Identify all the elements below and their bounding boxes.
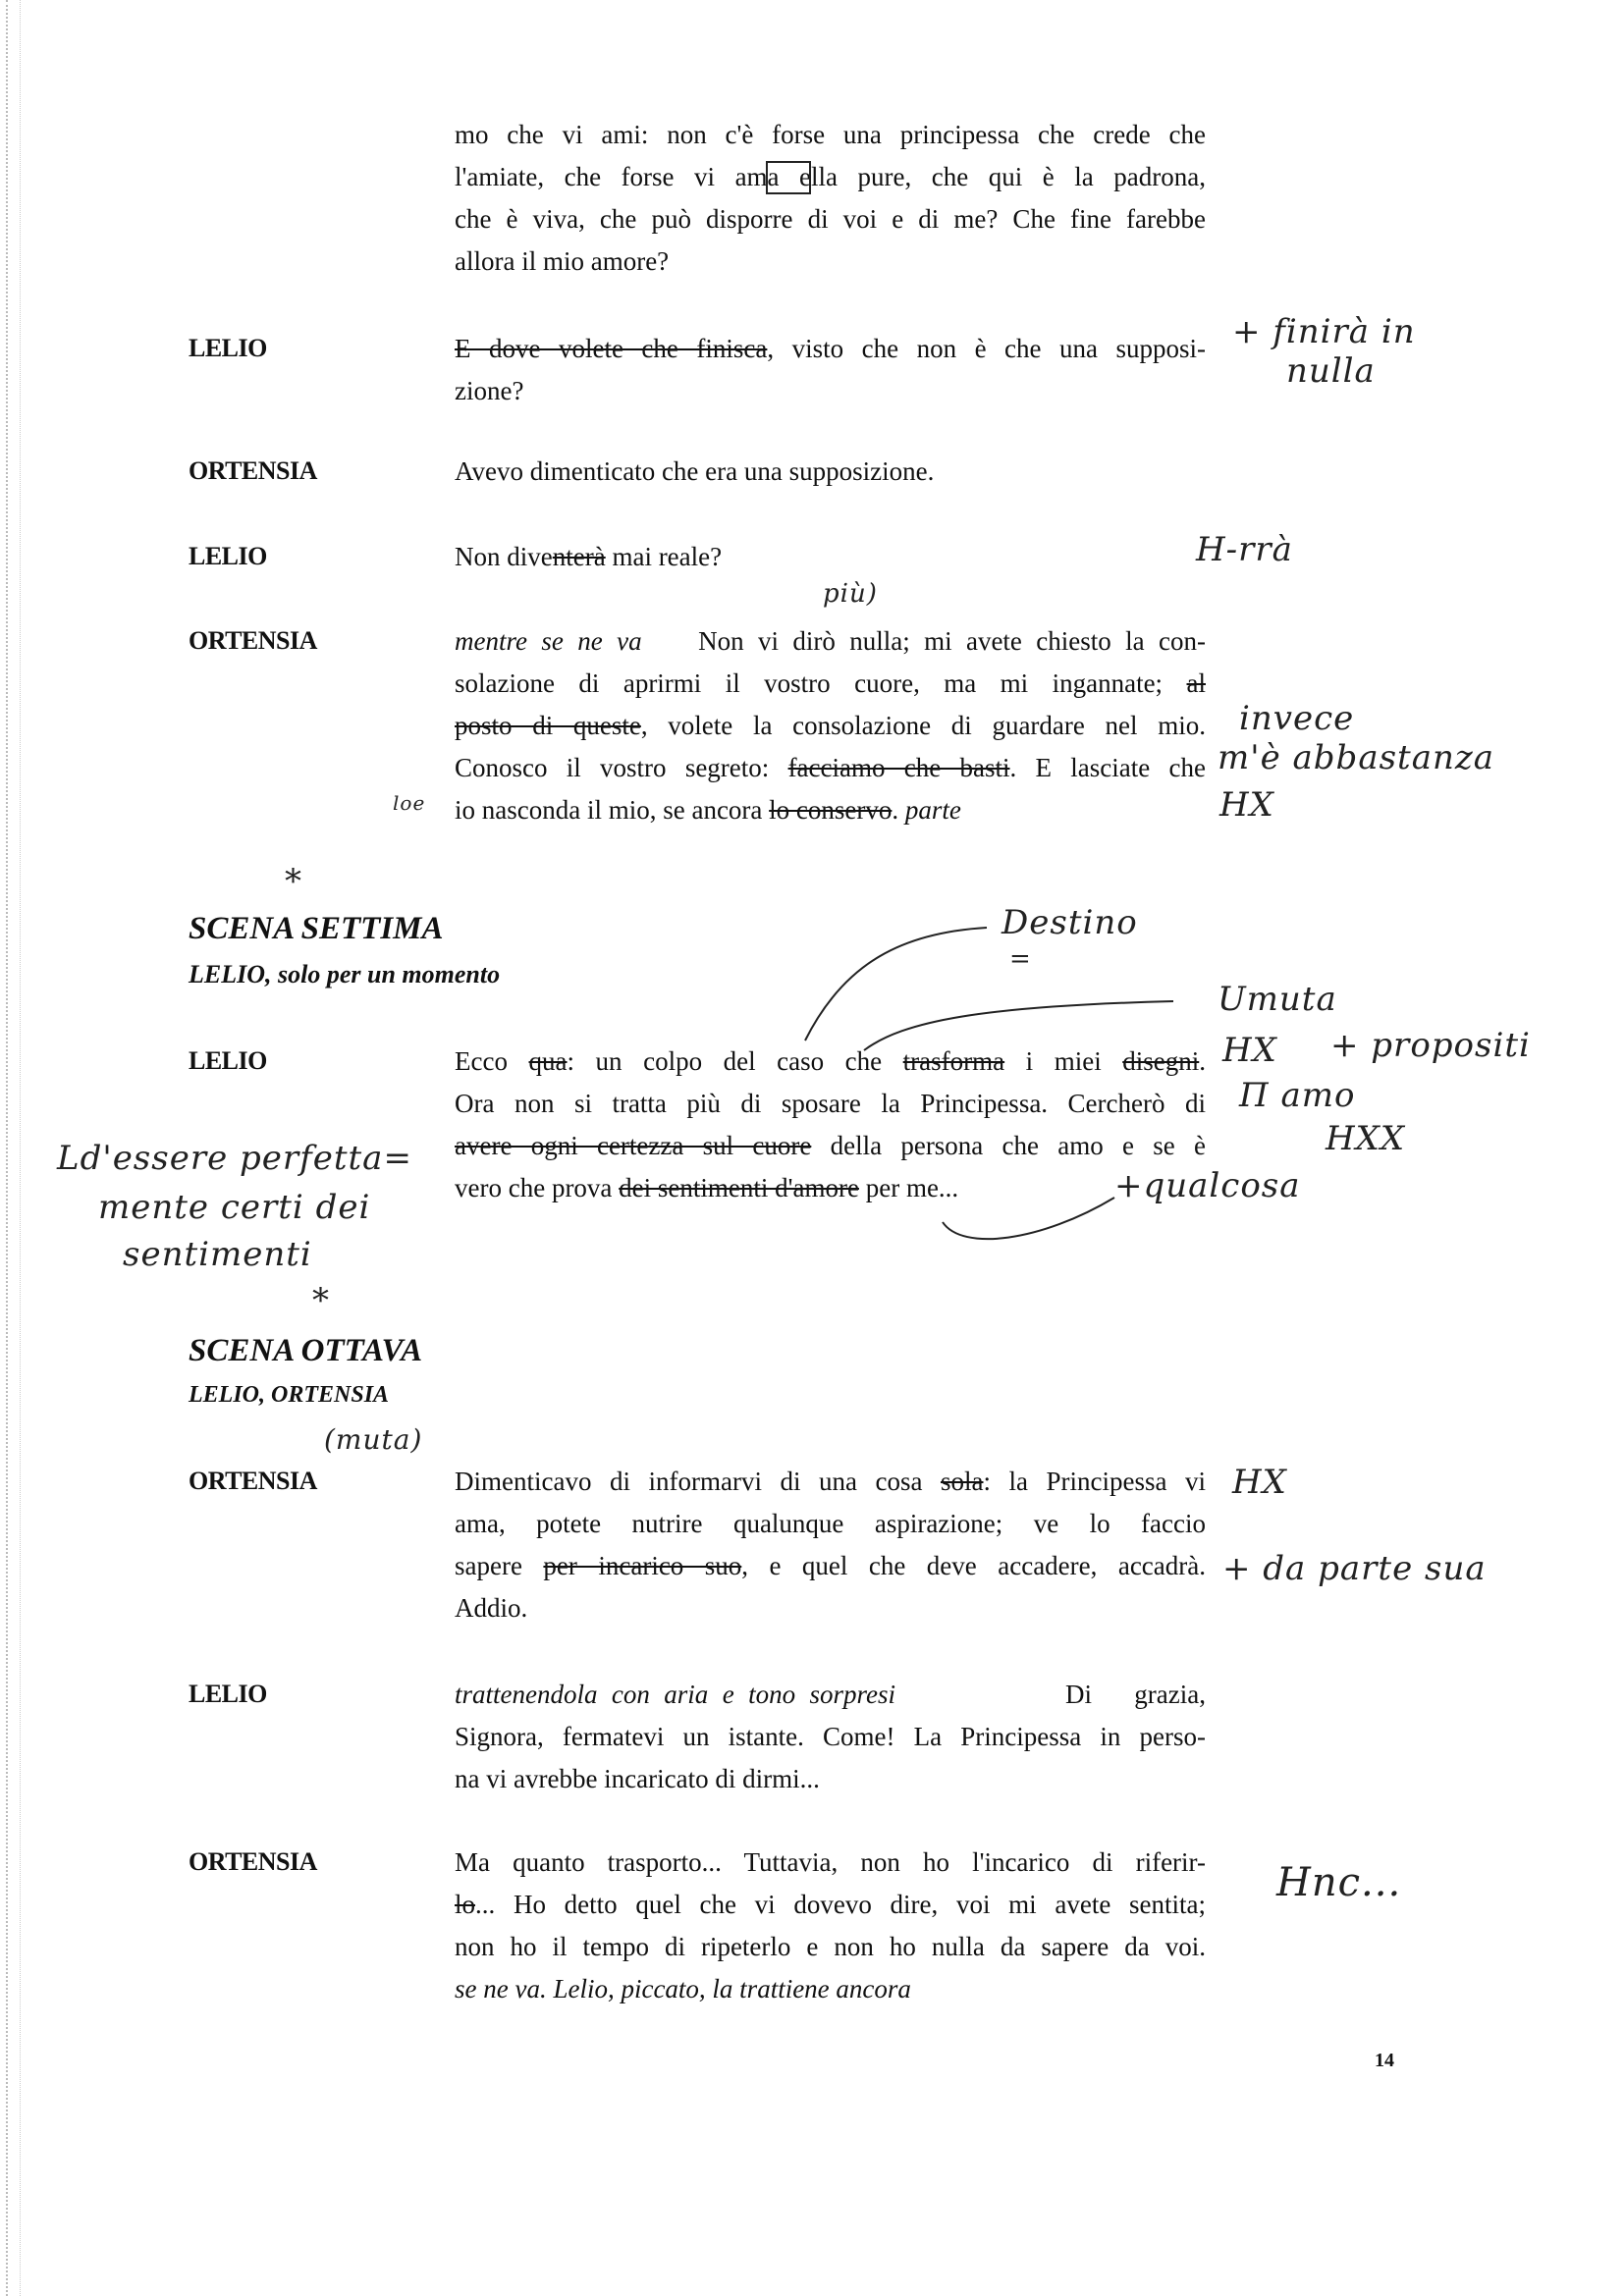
annotation-left-2: mente certi dei xyxy=(98,1188,371,1227)
scene-title-settima: SCENA SETTIMA xyxy=(189,911,444,946)
annotation-piu: più) xyxy=(823,579,878,609)
struck-text: sola xyxy=(940,1467,984,1496)
annotation-equals: = xyxy=(1009,944,1032,974)
speaker-name: ORTENSIA xyxy=(189,1467,317,1495)
struck-text: qua xyxy=(528,1046,568,1076)
page-number: 14 xyxy=(1375,2050,1394,2071)
star-mark: * xyxy=(312,1281,330,1320)
text-segment: sapere xyxy=(455,1551,544,1580)
text-segment: per me... xyxy=(858,1173,959,1202)
annotation-hx-3: HX xyxy=(1232,1463,1287,1502)
annotation-nulla: nulla xyxy=(1286,351,1376,391)
annotation-finira: + finirà in xyxy=(1232,312,1416,351)
text-segment: . xyxy=(1199,1046,1206,1076)
annotation-invece: invece xyxy=(1239,699,1355,738)
speaker-name: ORTENSIA xyxy=(189,456,317,485)
annotation-hxx: HXX xyxy=(1326,1119,1406,1158)
text-segment: è la padrona, xyxy=(1022,162,1206,191)
text-segment: l'amiate, che forse vi ama ella pure, che xyxy=(455,162,989,191)
annotation-hx-1: HX xyxy=(1219,785,1274,825)
struck-text: facciamo che basti xyxy=(787,753,1010,782)
text-segment: . xyxy=(892,795,905,825)
text-segment: mai reale? xyxy=(605,542,723,571)
text-segment: Avevo dimenticato che era una supposizione. xyxy=(455,456,935,486)
text-segment: zione? xyxy=(455,376,524,405)
struck-text: dei sentimenti d'amore xyxy=(619,1173,859,1202)
text-segment: Dimenticavo di informarvi di una cosa xyxy=(455,1467,941,1496)
text-segment: allora il mio amore? xyxy=(455,246,670,276)
text-segment: Signora, fermatevi un istante. Come! La Principessa in perso- xyxy=(455,1722,1206,1751)
annotation-muta-2: (muta) xyxy=(324,1423,423,1456)
struck-text: lo conservo xyxy=(769,795,893,825)
text-segment: Di grazia, xyxy=(895,1680,1206,1709)
speaker-name: LELIO xyxy=(189,542,267,570)
speaker-name: LELIO xyxy=(189,1680,267,1708)
text-segment: io nasconda il mio, se ancora xyxy=(455,795,770,825)
text-segment: Ma quanto trasporto... Tuttavia, non ho l'incarico di riferir- xyxy=(455,1847,1206,1877)
struck-text: al xyxy=(1186,668,1206,698)
annotation-da-parte-sua: + da parte sua xyxy=(1222,1549,1487,1588)
speaker-name: LELIO xyxy=(189,334,267,362)
annotation-hnc: Hnc... xyxy=(1276,1860,1402,1905)
text-segment: i miei xyxy=(1004,1046,1123,1076)
text-segment: che è viva, che può disporre di voi e di me? Che fine farebbe xyxy=(455,204,1206,234)
annotation-qualcosa: +qualcosa xyxy=(1114,1166,1301,1205)
annotation-abbastanza: m'è abbastanza xyxy=(1218,738,1495,777)
scene-subtitle-ottava: LELIO, ORTENSIA xyxy=(189,1382,390,1408)
text-segment: solazione di aprirmi il vostro cuore, ma mi ingannate; xyxy=(455,668,1187,698)
stage-direction: mentre se ne va xyxy=(455,626,642,656)
annotation-hrra: H-rrà xyxy=(1196,530,1293,569)
text-segment: Non vi dirò nulla; mi avete chiesto la con- xyxy=(641,626,1206,656)
struck-text: avere ogni certezza sul cuore xyxy=(455,1131,812,1160)
struck-text: nterà xyxy=(552,542,606,571)
text-segment: : un colpo del caso che xyxy=(567,1046,903,1076)
text-segment: vero che prova xyxy=(455,1173,620,1202)
speaker-name: ORTENSIA xyxy=(189,1847,317,1876)
scene-title-ottava: SCENA OTTAVA xyxy=(189,1333,423,1368)
struck-text: posto di queste xyxy=(455,711,641,740)
annotation-propositi: + propositi xyxy=(1330,1026,1531,1065)
text-segment: Ora non si tratta più di sposare la Principessa. Cercherò di xyxy=(455,1089,1206,1118)
text-segment: mo che vi ami: non c'è forse una principessa che crede che xyxy=(455,120,1206,149)
annotation-destino: Destino xyxy=(1001,903,1138,942)
text-segment: : la Principessa vi xyxy=(983,1467,1206,1496)
text-segment: , volete la consolazione di guardare nel mio. xyxy=(640,711,1206,740)
text-segment: ama, potete nutrire qualunque aspirazione; ve lo faccio xyxy=(455,1509,1206,1538)
star-mark: * xyxy=(285,862,302,901)
struck-text: disegni xyxy=(1122,1046,1200,1076)
text-segment: , visto che non è che una supposi- xyxy=(767,334,1207,363)
annotation-left-3: sentimenti xyxy=(123,1235,312,1274)
text-segment: Conosco il vostro segreto: xyxy=(455,753,788,782)
speaker-name: ORTENSIA xyxy=(189,626,317,655)
annotation-left-1: Ld'essere perfetta= xyxy=(57,1139,412,1178)
text-segment: na vi avrebbe incaricato di dirmi... xyxy=(455,1764,820,1793)
text-segment: non ho il tempo di ripeterlo e non ho nulla da sapere da voi. xyxy=(455,1932,1206,1961)
struck-text: E dove volete che finisca xyxy=(455,334,768,363)
text-segment: qui xyxy=(988,162,1023,191)
text-segment: , e quel che deve accadere, accadrà. xyxy=(741,1551,1207,1580)
annotation-amo: Π amo xyxy=(1239,1076,1356,1115)
stage-direction: trattenendola con aria e tono sorpresi xyxy=(455,1680,896,1709)
text-segment: Ecco xyxy=(455,1046,529,1076)
scene-subtitle-settima: LELIO, solo per un momento xyxy=(189,960,501,988)
annotation-hx-2: HX xyxy=(1222,1031,1277,1070)
annotation-muta: Umuta xyxy=(1218,980,1337,1019)
struck-text: per incarico suo xyxy=(543,1551,742,1580)
text-segment: della persona che amo e se è xyxy=(811,1131,1206,1160)
speaker-name: LELIO xyxy=(189,1046,267,1075)
stage-direction: se ne va. Lelio, piccato, la trattiene ancora xyxy=(455,1974,911,2003)
annotation-loe: loe xyxy=(393,791,426,815)
struck-text: lo xyxy=(455,1890,476,1919)
text-segment: Non dive xyxy=(455,542,553,571)
struck-text: trasforma xyxy=(902,1046,1005,1076)
text-segment: Addio. xyxy=(455,1593,528,1623)
stage-direction: parte xyxy=(904,795,961,825)
text-segment: . E lasciate che xyxy=(1009,753,1206,782)
text-segment: ... Ho detto quel che vi dovevo dire, voi mi avete sentita; xyxy=(475,1890,1206,1919)
